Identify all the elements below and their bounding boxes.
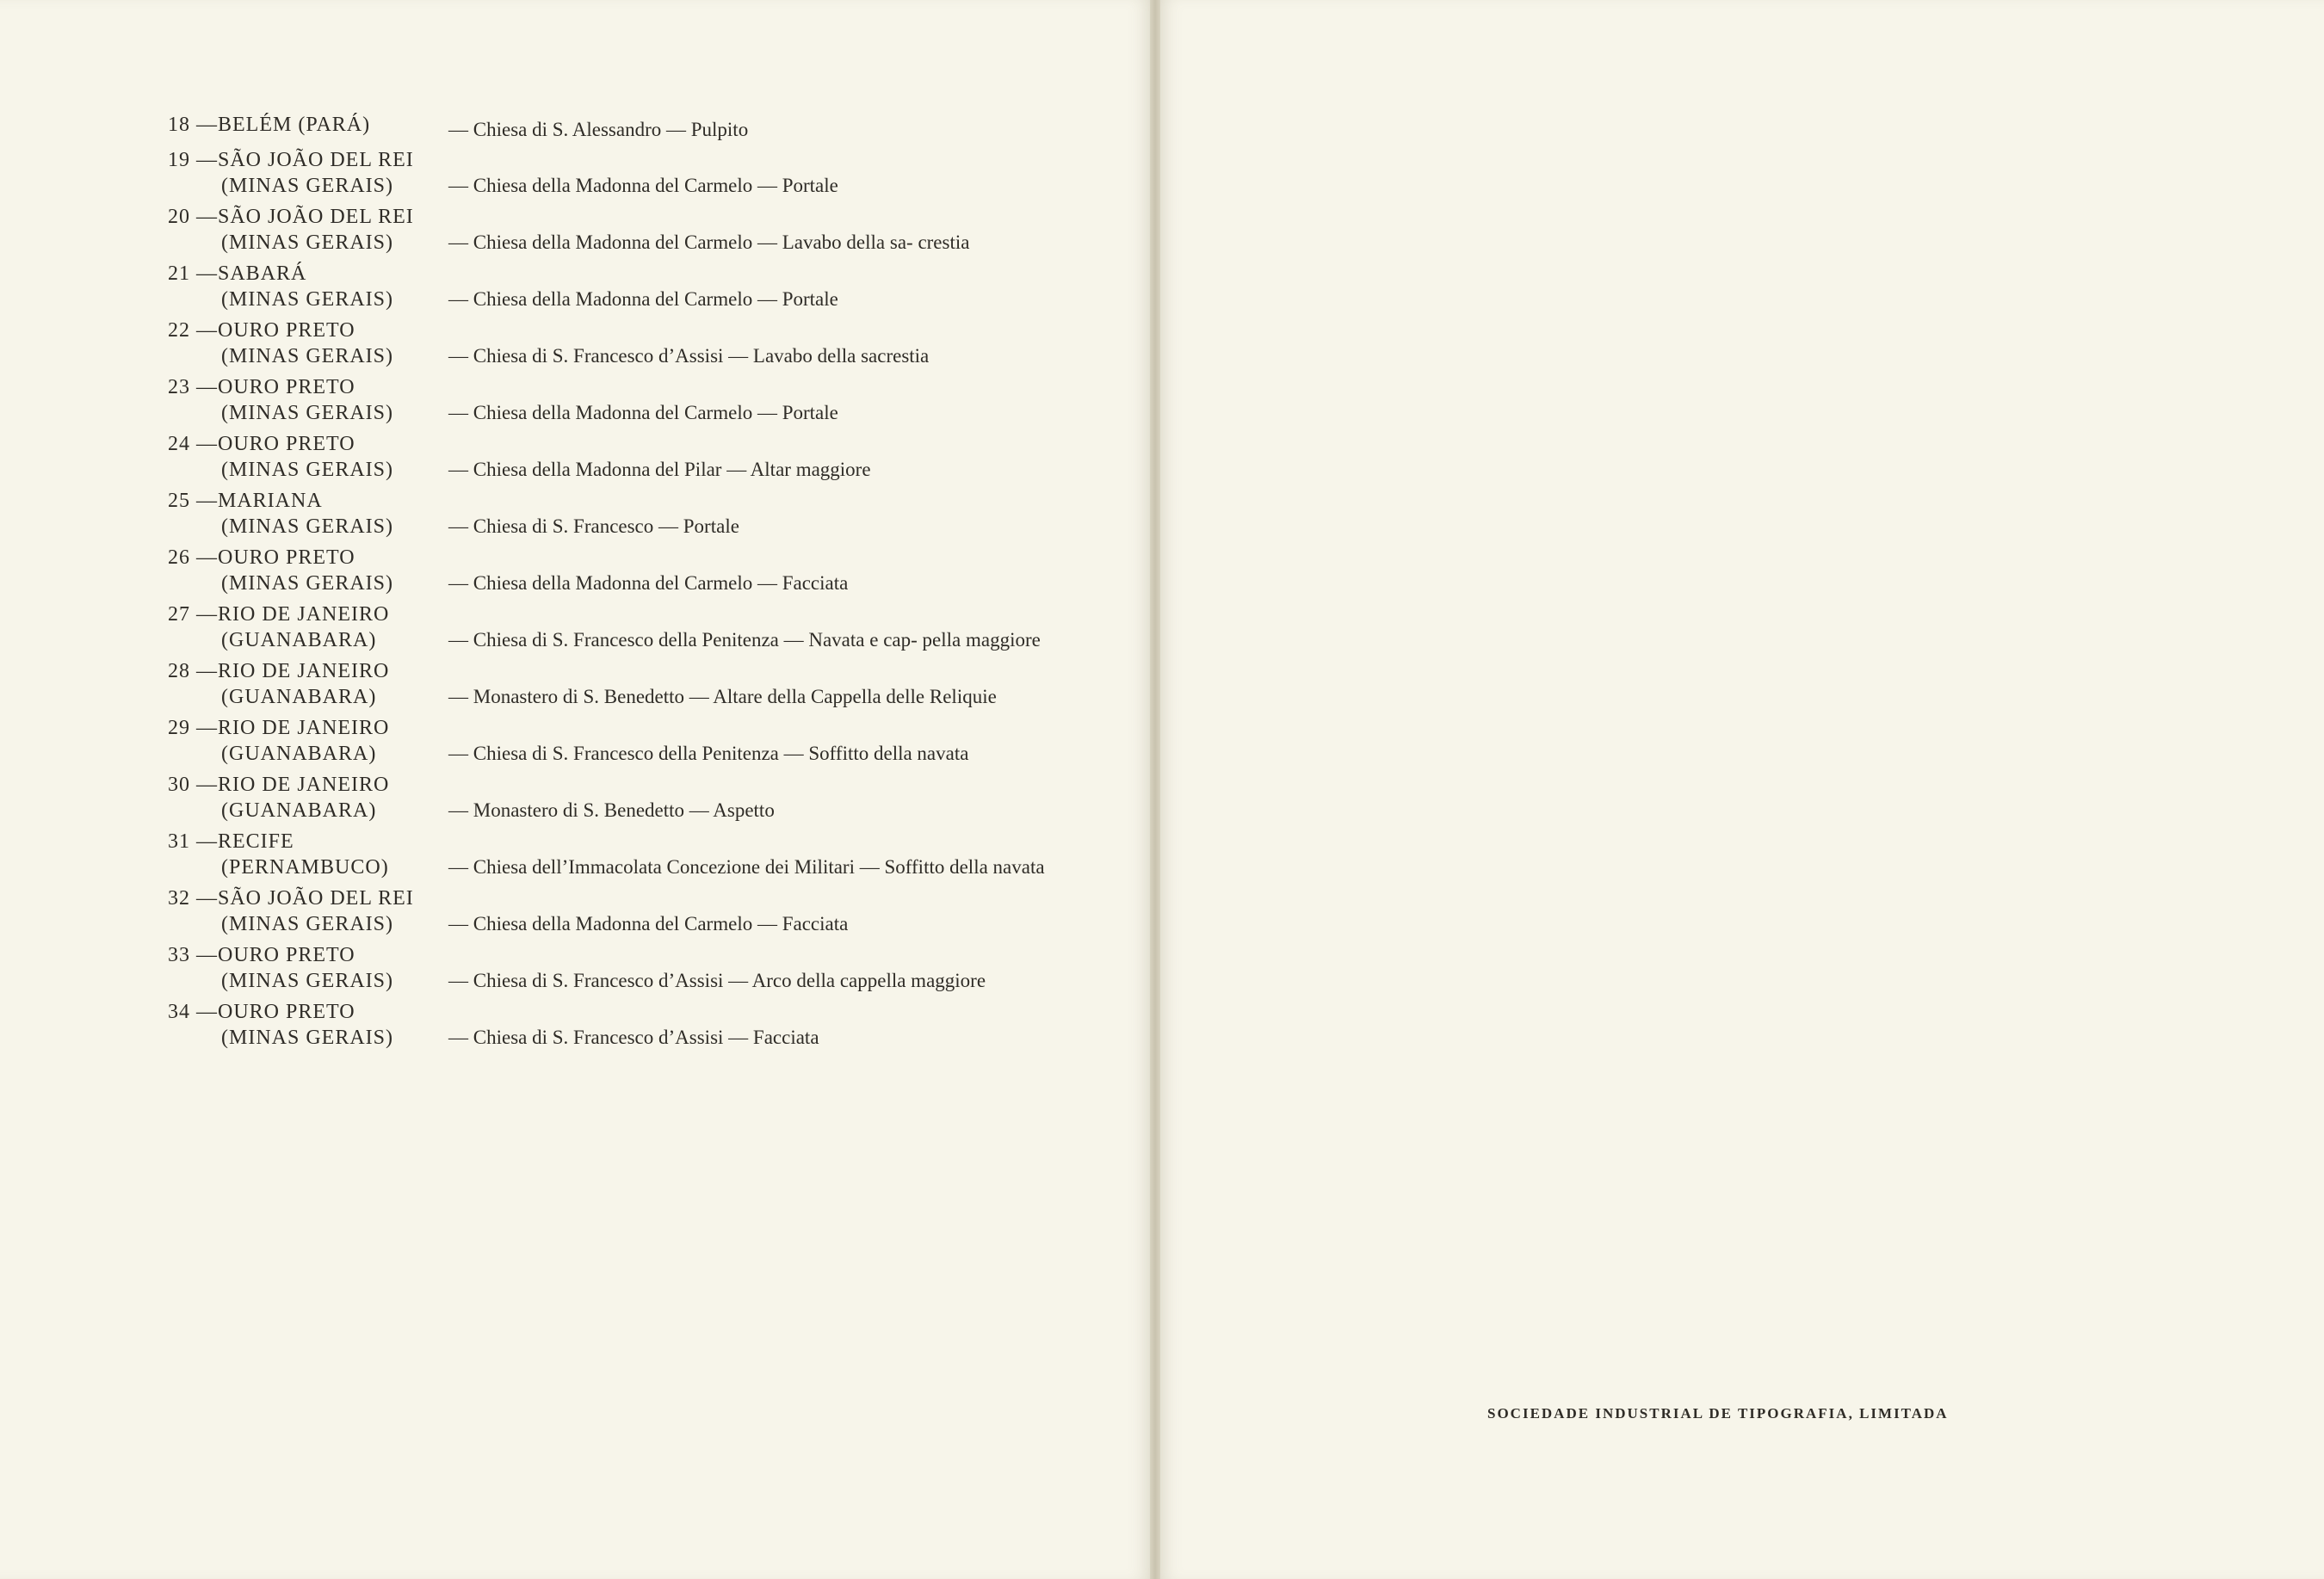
- entry-number: 20 —: [168, 206, 218, 228]
- entry-description: — Chiesa di S. Francesco della Penitenza — Navata e cap- pella maggiore: [448, 629, 1041, 651]
- entry-description: — Chiesa di S. Francesco della Penitenza — Soffitto della navata: [448, 743, 969, 764]
- entry-number: 31 —: [168, 830, 218, 853]
- entry-location: [168, 318, 443, 369]
- entry-location: [168, 885, 443, 937]
- list-entry-30: [168, 772, 1046, 823]
- entry-location: [168, 601, 443, 653]
- entry-region: (GUANABARA): [221, 799, 377, 822]
- printer-imprint: SOCIEDADE INDUSTRIAL DE TIPOGRAFIA, LIMITADA: [1487, 1405, 1949, 1422]
- entry-location: [168, 942, 443, 994]
- entry-region: (GUANABARA): [221, 743, 377, 765]
- list-entry-25: [168, 488, 1046, 540]
- entry-location: [168, 545, 443, 596]
- entry-location: [168, 112, 443, 138]
- entry-number: 26 —: [168, 546, 218, 569]
- entry-description: — Chiesa dell’Immacolata Concezione dei Militari — Soffitto della navata: [448, 856, 1045, 878]
- entry-description: — Chiesa di S. Francesco d’Assisi — Lavabo della sacrestia: [448, 345, 930, 367]
- entry-place: RIO DE JANEIRO: [218, 774, 390, 796]
- right-page: [1160, 0, 2324, 1579]
- entry-number: 33 —: [168, 944, 218, 966]
- entry-region: (GUANABARA): [221, 686, 377, 708]
- entry-number: 25 —: [168, 490, 218, 512]
- entry-region: (MINAS GERAIS): [221, 515, 393, 538]
- entry-location: [168, 261, 443, 312]
- list-entry-18: [168, 112, 1046, 142]
- entry-region: (MINAS GERAIS): [221, 288, 393, 311]
- entry-place: SÃO JOÃO DEL REI: [218, 149, 414, 171]
- entry-description: — Chiesa della Madonna del Carmelo — Portale: [448, 402, 838, 423]
- entry-place: BELÉM (PARÁ): [218, 114, 371, 136]
- entry-number: 27 —: [168, 603, 218, 626]
- list-entry-24: [168, 431, 1046, 483]
- entry-region: (MINAS GERAIS): [221, 970, 393, 992]
- list-entry-31: [168, 829, 1046, 880]
- entry-number: 28 —: [168, 660, 218, 682]
- list-entry-21: [168, 261, 1046, 312]
- entry-place: OURO PRETO: [218, 433, 355, 455]
- entry-place: RIO DE JANEIRO: [218, 603, 390, 626]
- entry-description: — Chiesa di S. Alessandro — Pulpito: [448, 119, 749, 140]
- entry-description: — Chiesa della Madonna del Carmelo — Portale: [448, 288, 838, 310]
- entry-place: OURO PRETO: [218, 944, 355, 966]
- list-entry-20: [168, 204, 1046, 256]
- entry-region: (MINAS GERAIS): [221, 231, 393, 254]
- entry-place: OURO PRETO: [218, 546, 355, 569]
- entry-region: (MINAS GERAIS): [221, 459, 393, 481]
- entry-place: RECIFE: [218, 830, 294, 853]
- entry-place: MARIANA: [218, 490, 323, 512]
- entry-place: OURO PRETO: [218, 319, 355, 342]
- entry-description: — Chiesa della Madonna del Carmelo — Facciata: [448, 572, 849, 594]
- plate-list: [168, 112, 1046, 1056]
- entry-location: [168, 829, 443, 880]
- list-entry-23: [168, 374, 1046, 426]
- list-entry-28: [168, 658, 1046, 710]
- entry-number: 34 —: [168, 1001, 218, 1023]
- entry-number: 21 —: [168, 262, 218, 285]
- entry-description: — Chiesa di S. Francesco — Portale: [448, 515, 739, 537]
- entry-number: 18 —: [168, 114, 218, 136]
- entry-region: (GUANABARA): [221, 629, 377, 651]
- list-entry-34: [168, 999, 1046, 1051]
- entry-description: — Chiesa della Madonna del Carmelo — Portale: [448, 175, 838, 196]
- entry-description: — Monastero di S. Benedetto — Altare della Cappella delle Reliquie: [448, 686, 997, 707]
- list-entry-33: [168, 942, 1046, 994]
- entry-place: SABARÁ: [218, 262, 307, 285]
- entry-description: — Chiesa della Madonna del Pilar — Altar maggiore: [448, 459, 871, 480]
- entry-description: — Chiesa di S. Francesco d’Assisi — Facciata: [448, 1027, 819, 1048]
- entry-location: [168, 658, 443, 710]
- entry-description: — Chiesa della Madonna del Carmelo — Facciata: [448, 913, 849, 934]
- entry-number: 23 —: [168, 376, 218, 398]
- entry-number: 24 —: [168, 433, 218, 455]
- entry-location: [168, 715, 443, 767]
- entry-location: [168, 772, 443, 823]
- list-entry-29: [168, 715, 1046, 767]
- entry-location: [168, 204, 443, 256]
- list-entry-22: [168, 318, 1046, 369]
- entry-location: [168, 374, 443, 426]
- book-gutter: [1150, 0, 1160, 1579]
- entry-region: (MINAS GERAIS): [221, 1027, 393, 1049]
- entry-location: [168, 999, 443, 1051]
- entry-region: (MINAS GERAIS): [221, 913, 393, 935]
- entry-place: RIO DE JANEIRO: [218, 717, 390, 739]
- entry-number: 29 —: [168, 717, 218, 739]
- entry-place: RIO DE JANEIRO: [218, 660, 390, 682]
- entry-place: SÃO JOÃO DEL REI: [218, 887, 414, 910]
- entry-location: [168, 431, 443, 483]
- entry-location: [168, 147, 443, 199]
- entry-region: (MINAS GERAIS): [221, 175, 393, 197]
- entry-number: 30 —: [168, 774, 218, 796]
- list-entry-32: [168, 885, 1046, 937]
- entry-place: OURO PRETO: [218, 1001, 355, 1023]
- entry-region: (MINAS GERAIS): [221, 402, 393, 424]
- entry-description: — Chiesa di S. Francesco d’Assisi — Arco della cappella maggiore: [448, 970, 986, 991]
- entry-description: — Monastero di S. Benedetto — Aspetto: [448, 799, 775, 821]
- left-page: [0, 0, 1150, 1579]
- entry-location: [168, 488, 443, 540]
- entry-region: (PERNAMBUCO): [221, 856, 389, 879]
- entry-region: (MINAS GERAIS): [221, 572, 393, 595]
- entry-region: (MINAS GERAIS): [221, 345, 393, 367]
- entry-number: 19 —: [168, 149, 218, 171]
- list-entry-19: [168, 147, 1046, 199]
- list-entry-27: [168, 601, 1046, 653]
- entry-number: 22 —: [168, 319, 218, 342]
- list-entry-26: [168, 545, 1046, 596]
- entry-number: 32 —: [168, 887, 218, 910]
- entry-place: SÃO JOÃO DEL REI: [218, 206, 414, 228]
- entry-place: OURO PRETO: [218, 376, 355, 398]
- entry-description: — Chiesa della Madonna del Carmelo — Lavabo della sa- crestia: [448, 231, 970, 253]
